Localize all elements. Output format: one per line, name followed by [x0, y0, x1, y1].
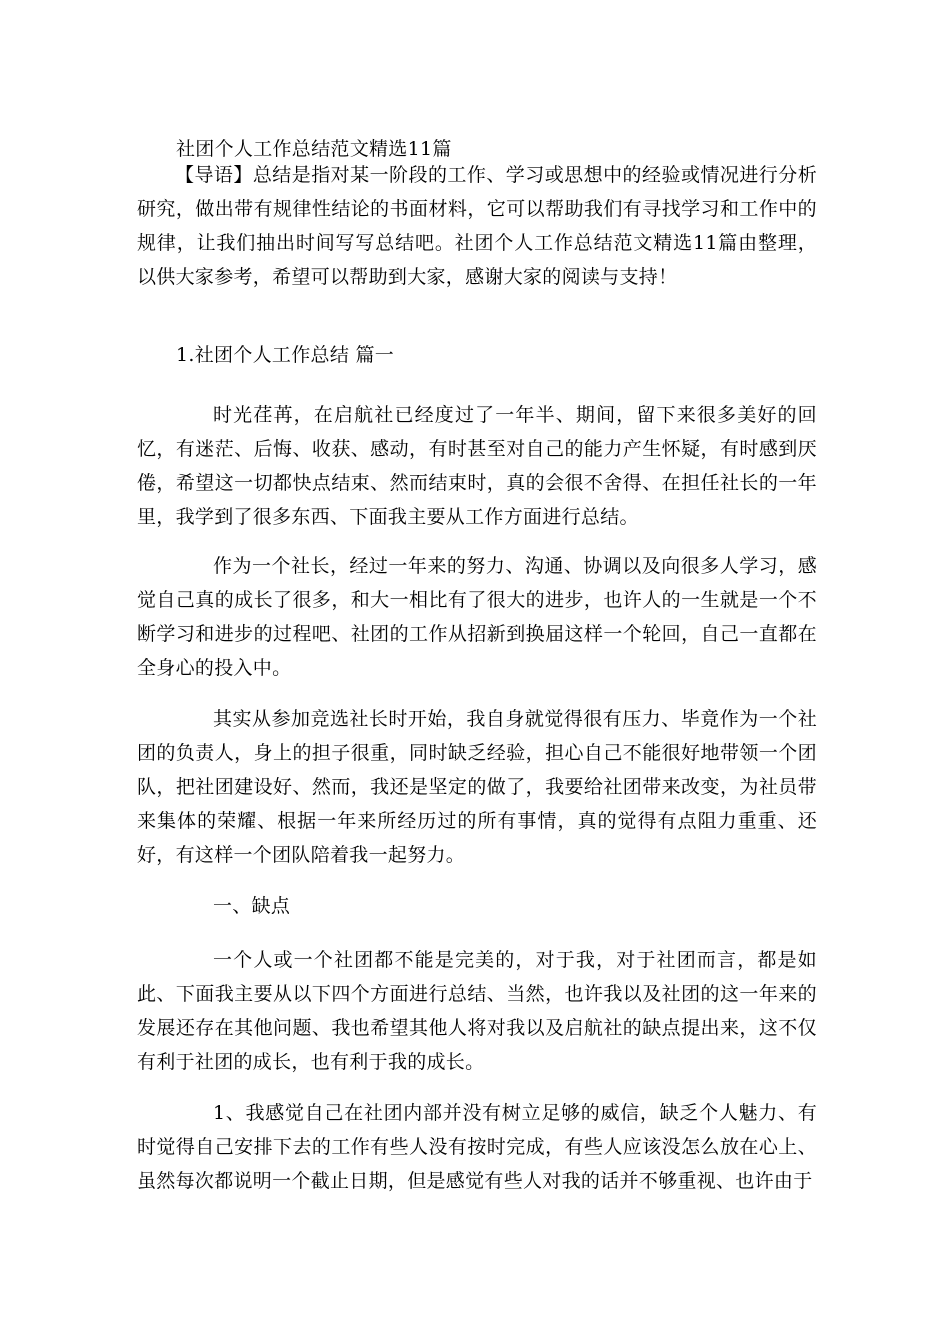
body-paragraph-5: 1、我感觉自己在社团内部并没有树立足够的威信，缺乏个人魅力、有时觉得自己安排下去的工作有些人没有按时完成，有些人应该没怎么放在心上、虽然每次都说明一个截止日期，但是感觉有些人对我的话并不够重视、也许由于 [137, 1102, 817, 1192]
body-paragraph-3: 其实从参加竞选社长时开始，我自身就觉得很有压力、毕竟作为一个社团的负责人，身上的担子很重，同时缺乏经验，担心自己不能很好地带领一个团队，把社团建设好、然而，我还是坚定的做了，我要给社团带来改变，为社员带来集体的荣耀、根据一年来所经历过的所有事情，真的觉得有点阻力重重、还好，有这样一个团队陪着我一起努力。 [137, 708, 817, 866]
body-paragraph-2: 作为一个社长，经过一年来的努力、沟通、协调以及向很多人学习，感觉自己真的成长了很多，和大一相比有了很大的进步，也许人的一生就是一个不断学习和进步的过程吧、社团的工作从招新到换届这样一个轮回，自己一直都在全身心的投入中。 [137, 555, 817, 679]
intro-paragraph: 【导语】总结是指对某一阶段的工作、学习或思想中的经验或情况进行分析研究，做出带有规律性结论的书面材料，它可以帮助我们有寻找学习和工作中的规律，让我们抽出时间写写总结吧。社团个人工作总结范文精选11篇由整理，以供大家参考，希望可以帮助到大家，感谢大家的阅读与支持！ [137, 164, 817, 288]
body-paragraph-1: 时光荏苒，在启航社已经度过了一年半、期间，留下来很多美好的回忆，有迷茫、后悔、收获、感动，有时甚至对自己的能力产生怀疑，有时感到厌倦，希望这一切都快点结束、然而结束时，真的会很不舍得、在担任社长的一年里，我学到了很多东西、下面我主要从工作方面进行总结。 [137, 404, 817, 528]
document-title: 社团个人工作总结范文精选11篇 [176, 138, 452, 160]
section-heading: 1.社团个人工作总结 篇一 [176, 344, 395, 366]
subheading-shortcomings: 一、缺点 [213, 895, 291, 917]
body-paragraph-4: 一个人或一个社团都不能是完美的，对于我，对于社团而言，都是如此、下面我主要从以下四个方面进行总结、当然，也许我以及社团的这一年来的发展还存在其他问题、我也希望其他人将对我以及启航社的缺点提出来，这不仅有利于社团的成长，也有利于我的成长。 [137, 949, 817, 1073]
